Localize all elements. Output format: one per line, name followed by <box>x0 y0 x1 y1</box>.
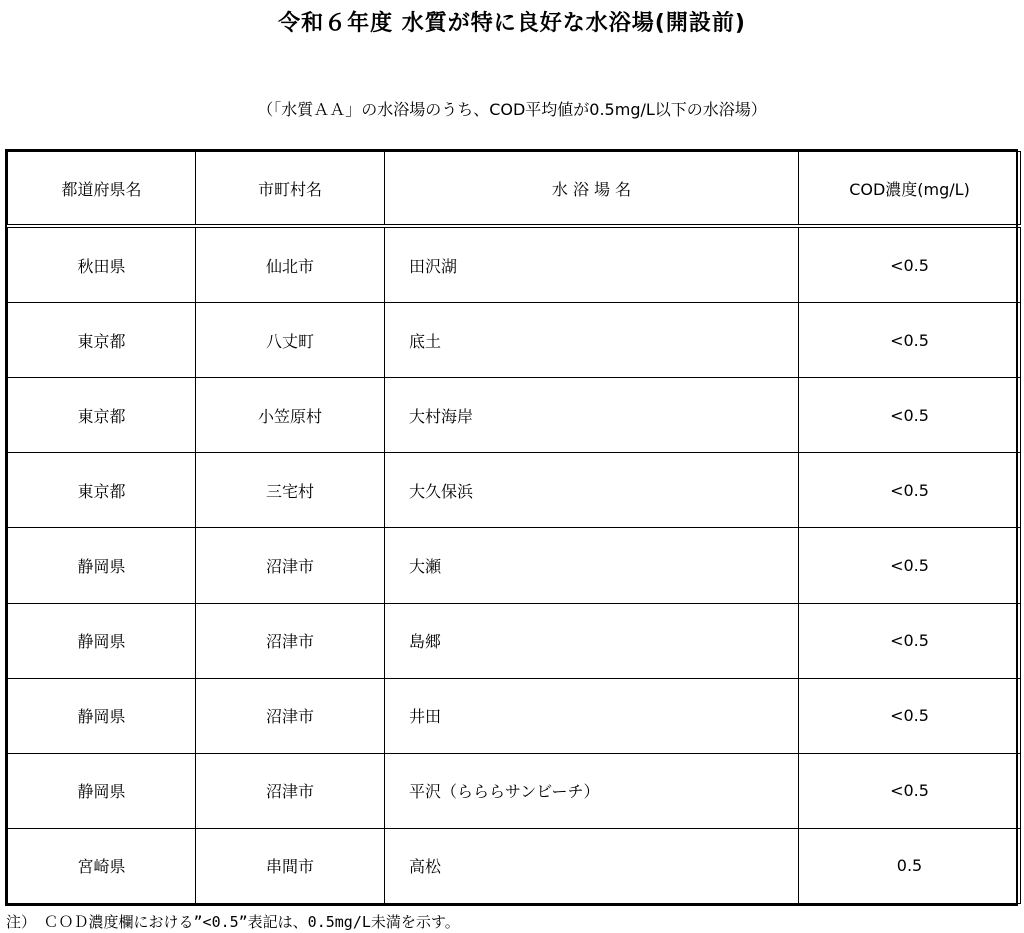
cell-beach-name: 田沢湖 <box>385 226 799 303</box>
cell-beach-name: 島郷 <box>385 603 799 678</box>
cell-cod: <0.5 <box>799 603 1021 678</box>
cell-municipality: 小笠原村 <box>196 378 385 453</box>
table-row <box>8 453 1021 528</box>
cell-municipality: 仙北市 <box>196 226 385 303</box>
table-header-row <box>8 152 1021 227</box>
cell-prefecture: 宮崎県 <box>8 828 196 903</box>
table-row <box>8 678 1021 753</box>
footnote: 注） ＣＯＤ濃度欄における”<0.5”表記は、0.5mg/L未満を示す。 <box>6 913 460 931</box>
header-municipality: 市町村名 <box>196 152 385 227</box>
cell-municipality: 沼津市 <box>196 528 385 603</box>
cell-municipality: 串間市 <box>196 828 385 903</box>
header-beach-name: 水 浴 場 名 <box>385 152 799 227</box>
cell-cod: <0.5 <box>799 453 1021 528</box>
cell-municipality: 沼津市 <box>196 753 385 828</box>
page-subtitle: （「水質ＡＡ」の水浴場のうち、COD平均値が0.5mg/L以下の水浴場） <box>257 100 767 119</box>
cell-municipality: 沼津市 <box>196 603 385 678</box>
header-cod-concentration: COD濃度(mg/L) <box>799 152 1021 227</box>
cell-cod: <0.5 <box>799 378 1021 453</box>
cell-prefecture: 静岡県 <box>8 528 196 603</box>
cell-cod: <0.5 <box>799 753 1021 828</box>
cell-municipality: 三宅村 <box>196 453 385 528</box>
table-row <box>8 828 1021 903</box>
cell-cod: <0.5 <box>799 528 1021 603</box>
cell-prefecture: 静岡県 <box>8 603 196 678</box>
cell-prefecture: 東京都 <box>8 303 196 378</box>
beach-table <box>7 151 1021 904</box>
header-prefecture: 都道府県名 <box>8 152 196 227</box>
table-row <box>8 528 1021 603</box>
cell-prefecture: 東京都 <box>8 453 196 528</box>
cell-municipality: 八丈町 <box>196 303 385 378</box>
cell-prefecture: 静岡県 <box>8 753 196 828</box>
page-title: 令和６年度 水質が特に良好な水浴場(開設前) <box>278 11 746 36</box>
cell-beach-name: 底土 <box>385 303 799 378</box>
cell-beach-name: 井田 <box>385 678 799 753</box>
cell-beach-name: 平沢（らららサンビーチ） <box>385 753 799 828</box>
cell-municipality: 沼津市 <box>196 678 385 753</box>
table-row <box>8 603 1021 678</box>
table-row <box>8 226 1021 303</box>
cell-beach-name: 大久保浜 <box>385 453 799 528</box>
beach-table-frame <box>5 149 1018 906</box>
cell-beach-name: 大瀬 <box>385 528 799 603</box>
cell-cod: <0.5 <box>799 678 1021 753</box>
table-row <box>8 378 1021 453</box>
table-row <box>8 303 1021 378</box>
cell-prefecture: 静岡県 <box>8 678 196 753</box>
cell-beach-name: 高松 <box>385 828 799 903</box>
cell-prefecture: 東京都 <box>8 378 196 453</box>
cell-cod: <0.5 <box>799 303 1021 378</box>
cell-cod: <0.5 <box>799 226 1021 303</box>
cell-prefecture: 秋田県 <box>8 226 196 303</box>
cell-beach-name: 大村海岸 <box>385 378 799 453</box>
table-row <box>8 753 1021 828</box>
cell-cod: 0.5 <box>799 828 1021 903</box>
